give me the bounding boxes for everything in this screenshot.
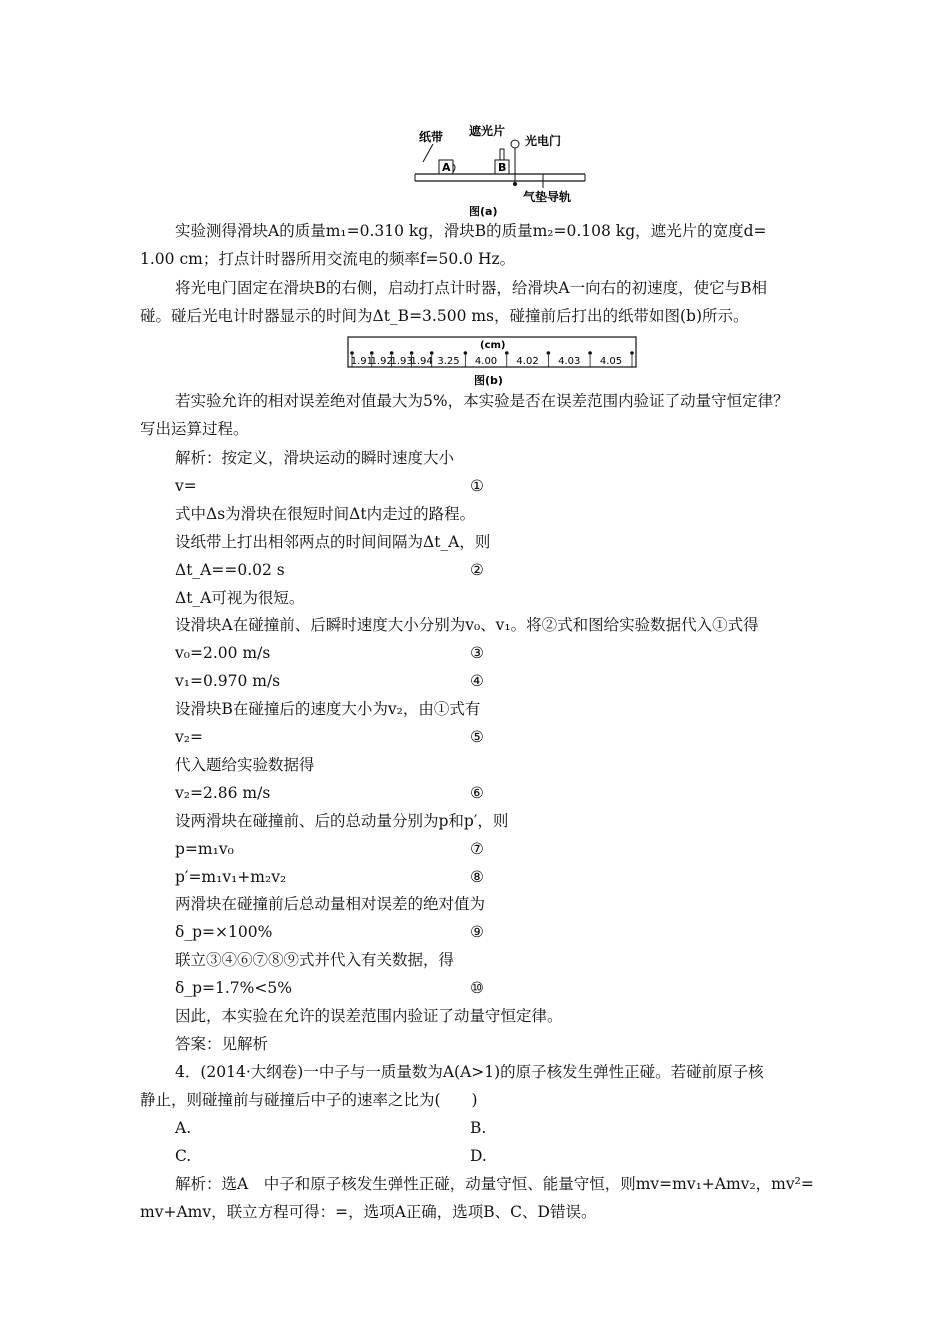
option-c: C. <box>175 1147 192 1165</box>
solution-line-4: 设纸带上打出相邻两点的时间间隔为Δt_A，则 <box>175 533 491 551</box>
shade-plate <box>500 149 504 160</box>
paragraph-3-line-1: 若实验允许的相对误差绝对值最大为5%，本实验是否在误差范围内验证了动量守恒定律？ <box>175 392 789 410</box>
option-b: B. <box>470 1119 487 1137</box>
equation-number-7: ⑦ <box>470 840 484 858</box>
label-shade: 遮光片 <box>469 124 506 138</box>
solution-line-11: v₂= <box>175 728 203 746</box>
figure-a-caption: 图(a) <box>469 205 498 218</box>
tape-dot <box>370 351 374 355</box>
slider-b-label: B <box>498 161 507 174</box>
slider-a-label: A <box>442 161 451 174</box>
solution-line-3: 式中Δs为滑块在很短时间Δt内走过的路程。 <box>175 505 476 523</box>
label-track: 气垫导轨 <box>523 190 572 204</box>
solution-line-14: 设两滑块在碰撞前、后的总动量分别为p和p′，则 <box>175 812 509 830</box>
tape-dot <box>430 351 434 355</box>
equation-number-3: ③ <box>470 644 484 662</box>
figure-a-air-track <box>405 122 595 220</box>
tape-dot <box>464 351 468 355</box>
paragraph-2-line-2: 碰。碰后光电计时器显示的时间为Δt_B=3.500 ms，碰撞前后打出的纸带如图(b)所示。 <box>140 307 749 325</box>
equation-number-5: ⑤ <box>470 728 484 746</box>
question-4-solution-line-2: mv+Amv，联立方程可得：=，选项A正确，选项B、C、D错误。 <box>140 1203 597 1221</box>
solution-line-8: v₀=2.00 m/s <box>175 644 271 662</box>
tape-segment-label: 3.25 <box>437 356 460 367</box>
solution-line-15: p=m₁v₀ <box>175 840 234 858</box>
question-4-line-2: 静止，则碰撞前与碰撞后中子的速率之比为( ) <box>140 1091 478 1109</box>
solution-line-9: v₁=0.970 m/s <box>175 672 281 690</box>
tape-dot <box>350 351 354 355</box>
answer-line: 答案：见解析 <box>175 1035 269 1053</box>
equation-number-6: ⑥ <box>470 784 484 802</box>
tape-segment-label: 4.00 <box>474 356 498 367</box>
equation-number-4: ④ <box>470 672 484 690</box>
figure-b-paper-tape <box>340 333 640 389</box>
label-photogate: 光电门 <box>525 134 562 148</box>
tape-segment-label: 1.93 <box>390 356 413 367</box>
solution-line-6: Δt_A可视为很短。 <box>175 589 305 607</box>
paragraph-3-line-2: 写出运算过程。 <box>140 420 249 438</box>
solution-line-21: 因此，本实验在允许的误差范围内验证了动量守恒定律。 <box>175 1007 563 1025</box>
solution-line-17: 两滑块在碰撞前后总动量相对误差的绝对值为 <box>175 895 486 913</box>
solution-line-10: 设滑块B在碰撞后的速度大小为v₂，由①式有 <box>175 700 481 718</box>
tape-dot <box>547 351 551 355</box>
tape-dot <box>630 351 634 355</box>
solution-line-1: 解析：按定义，滑块运动的瞬时速度大小 <box>175 449 455 467</box>
equation-number-10: ⑩ <box>470 979 484 997</box>
solution-line-16: p′=m₁v₁+m₂v₂ <box>175 868 287 886</box>
paragraph-1-line-1: 实验测得滑块A的质量m₁=0.310 kg，滑块B的质量m₂=0.108 kg，遮光片的宽度d= <box>175 222 767 240</box>
tape-dot <box>588 351 592 355</box>
photogate-icon <box>511 140 519 148</box>
option-d: D. <box>470 1147 487 1165</box>
tape-dot <box>505 351 509 355</box>
solution-line-19: 联立③④⑥⑦⑧⑨式并代入有关数据，得 <box>175 951 455 969</box>
equation-number-9: ⑨ <box>470 923 484 941</box>
tape-dot <box>390 351 394 355</box>
tape-unit: (cm) <box>480 340 506 351</box>
solution-line-13: v₂=2.86 m/s <box>175 784 271 802</box>
paragraph-2-line-1: 将光电门固定在滑块B的右侧，启动打点计时器，给滑块A一向右的初速度，使它与B相 <box>175 279 767 297</box>
equation-number-2: ② <box>470 561 484 579</box>
tape-dot <box>410 351 414 355</box>
tape-segment-label: 1.92 <box>370 356 393 367</box>
question-4-line-1: 4．(2014·大纲卷)一中子与一质量数为A(A>1)的原子核发生弹性正碰。若碰前原子核 <box>175 1063 764 1081</box>
option-a: A. <box>175 1119 192 1137</box>
tape-segment-label: 4.02 <box>516 356 539 367</box>
paragraph-1-line-2: 1.00 cm；打点计时器所用交流电的频率f=50.0 Hz。 <box>140 250 516 268</box>
equation-number-1: ① <box>470 477 484 495</box>
tape-segment-label: 1.91 <box>350 356 374 367</box>
tape-segment-label: 4.03 <box>558 356 581 367</box>
tape-segment-label: 1.94 <box>410 356 433 367</box>
solution-line-12: 代入题给实验数据得 <box>175 756 315 774</box>
solution-line-5: Δt_A==0.02 s <box>175 561 285 579</box>
equation-number-8: ⑧ <box>470 868 484 886</box>
tape-segment-label: 4.05 <box>599 356 623 367</box>
solution-line-18: δ_p=×100% <box>175 923 273 941</box>
solution-line-7: 设滑块A在碰撞前、后瞬时速度大小分别为v₀、v₁。将②式和图给实验数据代入①式得 <box>175 616 759 634</box>
solution-line-2: v= <box>175 477 197 495</box>
figure-b-caption: 图(b) <box>474 374 503 387</box>
solution-line-20: δ_p=1.7%<5% <box>175 979 292 997</box>
label-tape: 纸带 <box>419 130 444 144</box>
question-4-solution-line-1: 解析：选A 中子和原子核发生弹性正碰，动量守恒、能量守恒，则mv=mv₁+Amv₂，mv²= <box>175 1175 814 1193</box>
